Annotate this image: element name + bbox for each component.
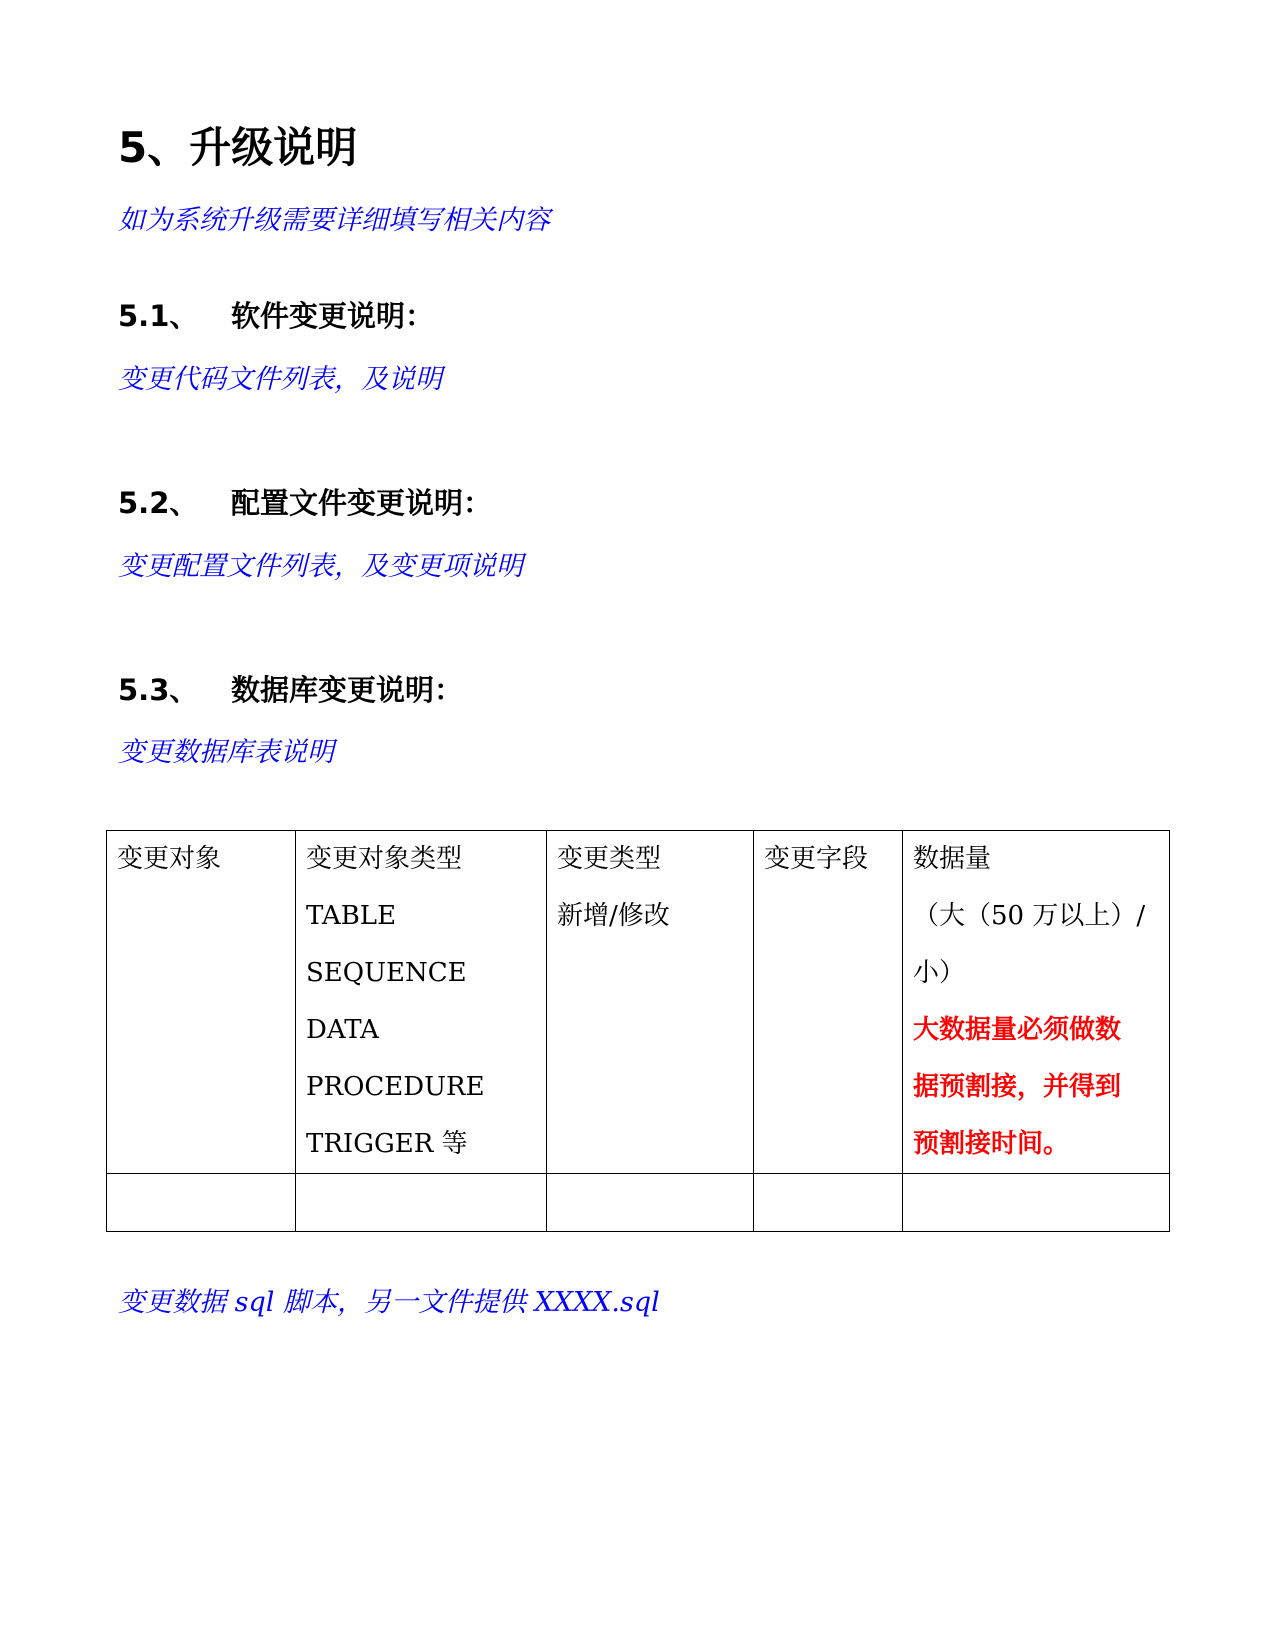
volume-line: （大（50 万以上）/ [913,901,1146,931]
column-header-object: 变更对象 [117,844,222,874]
table-cell-empty [547,1174,754,1232]
table-row [107,1174,1170,1232]
object-type-item: SEQUENCE [306,958,467,988]
volume-warning-line: 大数据量必须做数 [913,1015,1122,1045]
table-cell-volume [903,831,1170,1174]
subsection-number: 5.1、 [118,299,199,333]
subsection-title: 软件变更说明： [231,299,435,333]
table-cell-empty [754,1174,903,1232]
volume-warning-line: 预割接时间。 [913,1129,1070,1159]
object-type-item: DATA [306,1015,379,1045]
table-cell-change-type [547,831,754,1174]
subsection-note-database: 变更数据库表说明 [118,737,334,768]
table-cell-change-field [754,831,903,1174]
footer-note: 变更数据 sql 脚本，另一文件提供 XXXX.sql [118,1287,660,1318]
table-cell-empty [107,1174,296,1232]
volume-line: 小） [913,958,966,988]
subsection-number: 5.3、 [118,673,199,707]
section-title: 5、升级说明 [118,123,358,172]
column-header-change-type: 变更类型 [557,844,662,874]
subsection-heading-config [118,481,492,525]
subsection-heading-software [118,294,434,338]
column-header-object-type: 变更对象类型 [306,844,463,874]
table-cell-empty [296,1174,547,1232]
volume-warning-line: 据预割接，并得到 [913,1072,1122,1102]
column-header-volume: 数据量 [913,844,992,874]
database-change-table [106,830,1170,1232]
object-type-item: TABLE [306,901,397,931]
section-note: 如为系统升级需要详细填写相关内容 [118,205,550,236]
subsection-number: 5.2、 [118,486,199,520]
subsection-note-config: 变更配置文件列表，及变更项说明 [118,551,523,582]
object-type-item: TRIGGER 等 [306,1129,468,1159]
table-row [107,831,1170,1174]
subsection-title: 配置文件变更说明： [231,486,493,520]
change-type-value: 新增/修改 [557,901,670,931]
subsection-note-software: 变更代码文件列表，及说明 [118,364,442,395]
table-cell-object-type [296,831,547,1174]
subsection-heading-database [118,668,463,712]
subsection-title: 数据库变更说明： [231,673,464,707]
table-cell-empty [903,1174,1170,1232]
table-cell-object [107,831,296,1174]
column-header-change-field: 变更字段 [764,844,869,874]
object-type-item: PROCEDURE [306,1072,485,1102]
